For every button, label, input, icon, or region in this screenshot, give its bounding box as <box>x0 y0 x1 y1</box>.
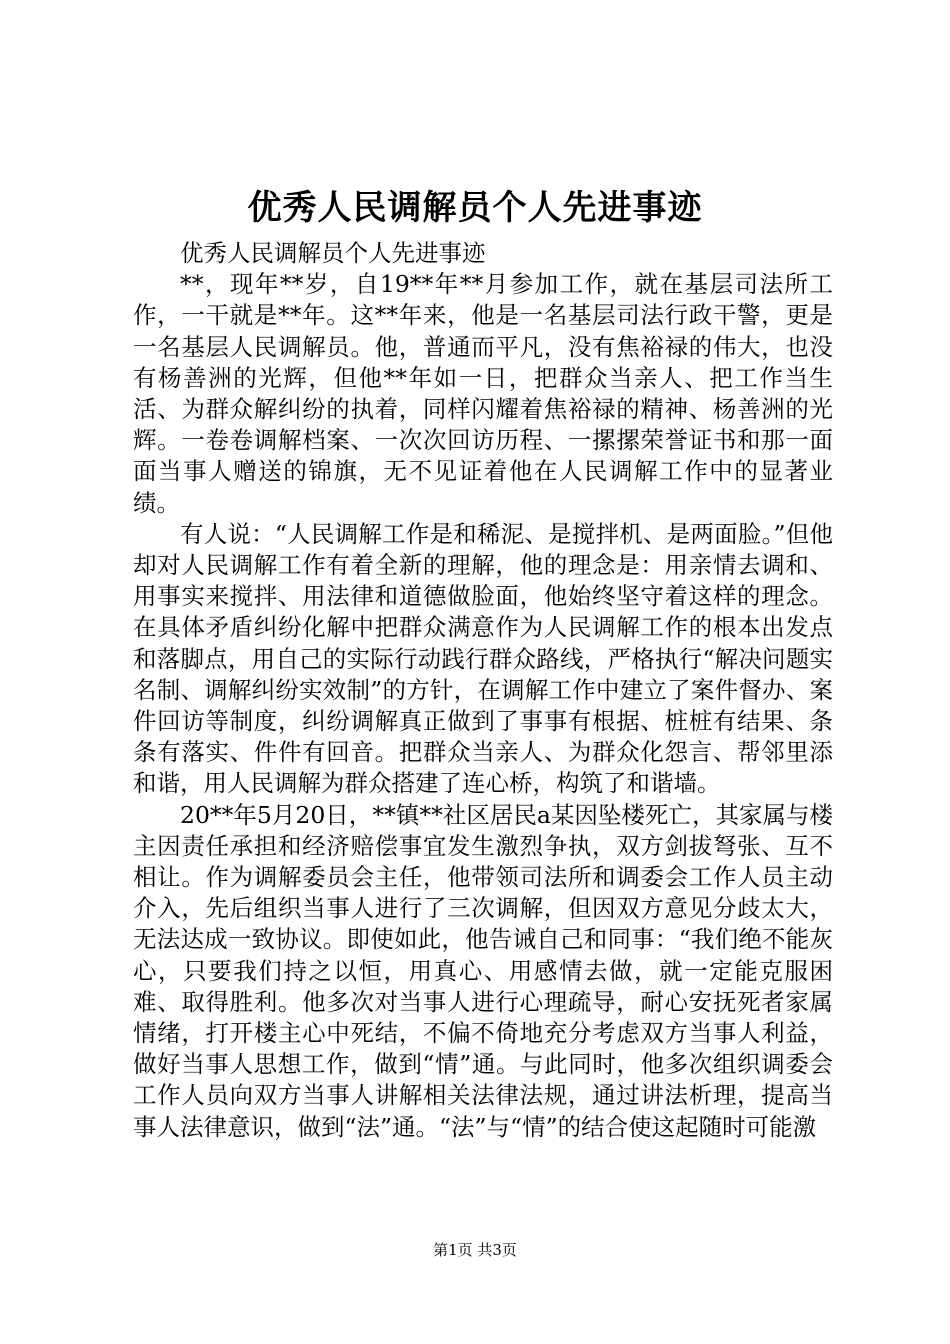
body-paragraph: 20**年5月20日，**镇**社区居民a某因坠楼死亡，其家属与楼主因责任承担和经济赔偿事宜发生激烈争执，双方剑拔弩张、互不相让。作为调解委员会主任，他带领司法所和调委会工作人员主动介入，先后组织当事人进行了三次调解，但因双方意见分歧太大，无法达成一致协议。即使如此，他告诫自己和同事：“我们绝不能灰心，只要我们持之以恒，用真心、用感情去做，就一定能克服困难、取得胜利。他多次对当事人进行心理疏导，耐心安抚死者家属情绪，打开楼主心中死结，不偏不倚地充分考虑双方当事人利益，做好当事人思想工作，做到“情”通。与此同时，他多次组织调委会工作人员向双方当事人讲解相关法律法规，通过讲法析理，提高当事人法律意识，做到“法”通。“法”与“情”的结合使这起随时可能激 <box>133 800 833 1141</box>
document-body <box>133 238 833 1143</box>
page-number-footer: 第1页 共3页 <box>433 1241 517 1259</box>
body-paragraph-subtitle: 优秀人民调解员个人先进事迹 <box>180 239 486 267</box>
document-title: 优秀人民调解员个人先进事迹 <box>247 188 703 228</box>
body-paragraph: **，现年**岁，自19**年**月参加工作，就在基层司法所工作，一干就是**年。这**年来，他是一名基层司法行政干警，更是一名基层人民调解员。他，普通而平凡，没有焦裕禄的伟大，也没有杨善洲的光辉，但他**年如一日，把群众当亲人、把工作当生活、为群众解纠纷的执着，同样闪耀着焦裕禄的精神、杨善洲的光辉。一卷卷调解档案、一次次回访历程、一摞摞荣誉证书和那一面面当事人赠送的锦旗，无不见证着他在人民调解工作中的显著业绩。 <box>133 270 833 517</box>
body-paragraph: 有人说：“人民调解工作是和稀泥、是搅拌机、是两面脸。”但他却对人民调解工作有着全新的理解，他的理念是：用亲情去调和、用事实来搅拌、用法律和道德做脸面，他始终坚守着这样的理念。在具体矛盾纠纷化解中把群众满意作为人民调解工作的根本出发点和落脚点，用自己的实际行动践行群众路线，严格执行“解决问题实名制、调解纠纷实效制”的方针，在调解工作中建立了案件督办、案件回访等制度，纠纷调解真正做到了事事有根据、桩桩有结果、条条有落实、件件有回音。把群众当亲人、为群众化怨言、帮邻里添和谐，用人民调解为群众搭建了连心桥，构筑了和谐墙。 <box>133 519 833 798</box>
